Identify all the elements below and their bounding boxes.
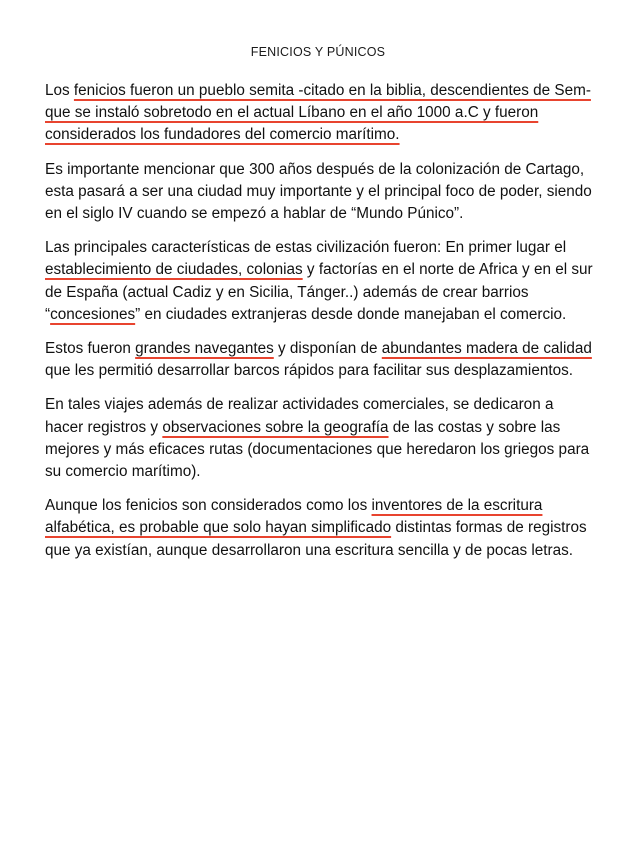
- text-segment: Los: [45, 82, 74, 99]
- text-segment: y disponían de: [273, 340, 382, 358]
- document-body: [45, 80, 593, 574]
- text-segment: que les permitió desarrollar barcos rápidos para facilitar sus desplazamientos.: [45, 362, 573, 380]
- underlined-phrase: observaciones sobre la geografía: [162, 418, 389, 436]
- text-segment: Es importante mencionar que 300 años después de la colonización de Cartago, esta pasará a ser una ciudad muy importante y el principal foco de poder, siendo en el siglo IV cuando se empezó a hablar de “Mundo Púnico”.: [45, 160, 592, 223]
- paragraph: [45, 80, 593, 147]
- page-title: FENICIOS Y PÚNICOS: [250, 45, 386, 59]
- text-segment: de las costas y sobre las mejores y más eficaces rutas (documentaciones que heredaron los griegos para su comercio marítimo).: [45, 418, 590, 481]
- text-segment: ” en ciudades extranjeras desde donde manejaban el comercio.: [135, 305, 567, 323]
- paragraph: [45, 237, 593, 326]
- underlined-phrase: concesiones: [50, 305, 136, 323]
- paragraph: [45, 394, 593, 483]
- text-segment: Estos fueron: [45, 340, 136, 358]
- text-segment: Aunque los fenicios son considerados como los: [45, 497, 372, 515]
- paragraph: [45, 338, 593, 382]
- underlined-phrase: inventores de la escritura alfabética, es probable que solo hayan simplificado: [45, 497, 543, 537]
- paragraph: [45, 159, 593, 226]
- text-segment: En tales viajes además de realizar actividades comerciales, se dedicaron a hacer registros y: [45, 396, 554, 436]
- underlined-phrase: fenicios fueron un pueblo semita -citado en la biblia, descendientes de Sem- que se instaló sobretodo en el actual Líbano en el año 1000 a.C y fueron considerados los fundadores del comercio marítimo.: [45, 82, 591, 144]
- underlined-phrase: abundantes madera de calidad: [381, 340, 592, 358]
- underlined-phrase: establecimiento de ciudades, colonias: [45, 261, 303, 279]
- text-segment: Las principales características de estas civilización fueron: En primer lugar el: [45, 239, 567, 257]
- underlined-phrase: grandes navegantes: [135, 340, 274, 358]
- text-segment: y factorías en el norte de Africa y en el sur de España (actual Cadiz y en Sicilia, Tánger..) además de crear barrios “: [45, 261, 593, 323]
- paragraph: [45, 495, 593, 562]
- text-segment: distintas formas de registros que ya existían, aunque desarrollaron una escritura sencilla y de pocas letras.: [45, 519, 587, 559]
